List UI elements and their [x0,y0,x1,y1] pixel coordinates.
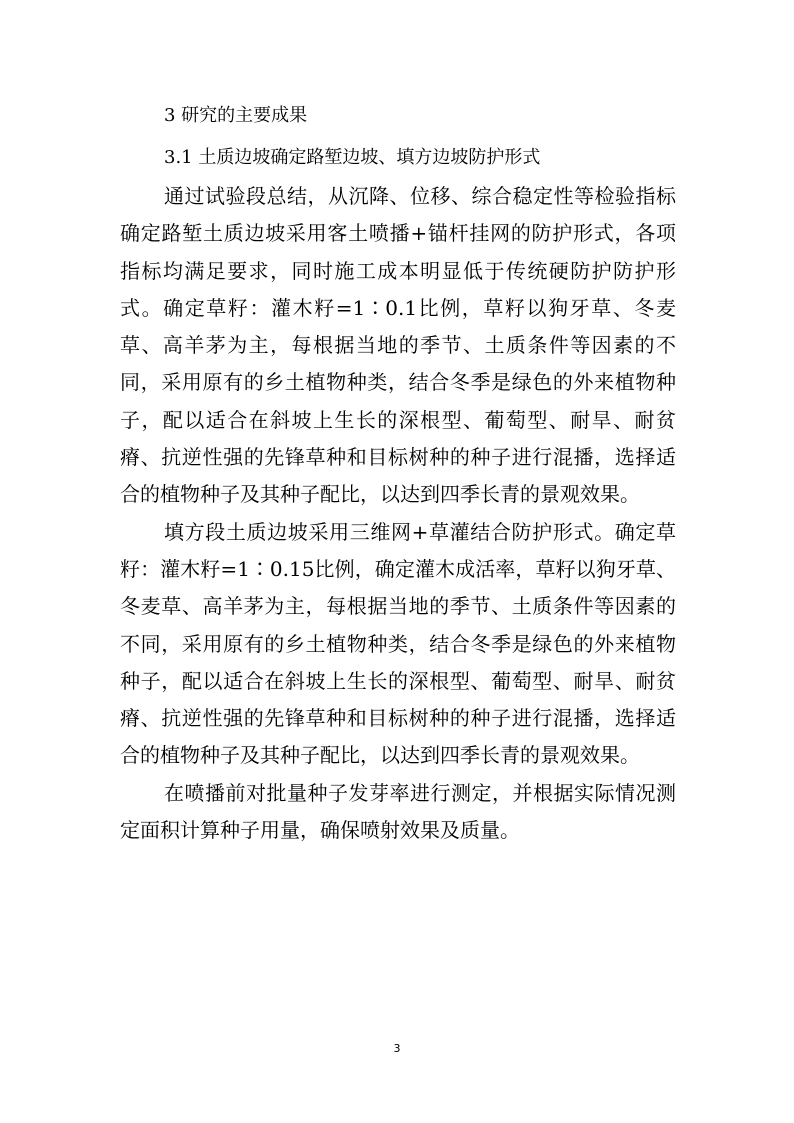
page-number: 3 [393,1042,401,1055]
subsection-heading: 3.1 土质边坡确定路堑边坡、填方边坡防护形式 [164,147,541,168]
section-heading: 3 研究的主要成果 [164,105,308,126]
body-paragraph-1: 通过试验段总结，从沉降、位移、综合稳定性等检验指标确定路堑土质边坡采用客土喷播+锚杆挂网的防护形式，各项指标均满足要求，同时施工成本明显低于传统硬防护防护形式。确定草籽：灌木籽=1∶0.1比例，草籽以狗牙草、冬麦草、高羊茅为主，每根据当地的季节、土质条件等因素的不同，采用原有的乡土植物种类，结合冬季是绿色的外来植物种子，配以适合在斜坡上生长的深根型、葡萄型、耐旱、耐贫瘠、抗逆性强的先锋草种和目标树种的种子进行混播，选择适合的植物种子及其种子配比，以达到四季长青的景观效果。 [120,184,676,507]
body-paragraph-2: 填方段土质边坡采用三维网+草灌结合防护形式。确定草籽：灌木籽=1∶0.15比例，确定灌木成活率，草籽以狗牙草、冬麦草、高羊茅为主，每根据当地的季节、土质条件等因素的不同，采用原有的乡土植物种类，结合冬季是绿色的外来植物种子，配以适合在斜坡上生长的深根型、葡萄型、耐旱、耐贫瘠、抗逆性强的先锋草种和目标树种的种子进行混播，选择适合的植物种子及其种子配比，以达到四季长青的景观效果。 [120,519,676,768]
body-paragraph-3: 在喷播前对批量种子发芽率进行测定，并根据实际情况测定面积计算种子用量，确保喷射效果及质量。 [120,780,676,843]
page-content [120,96,676,849]
